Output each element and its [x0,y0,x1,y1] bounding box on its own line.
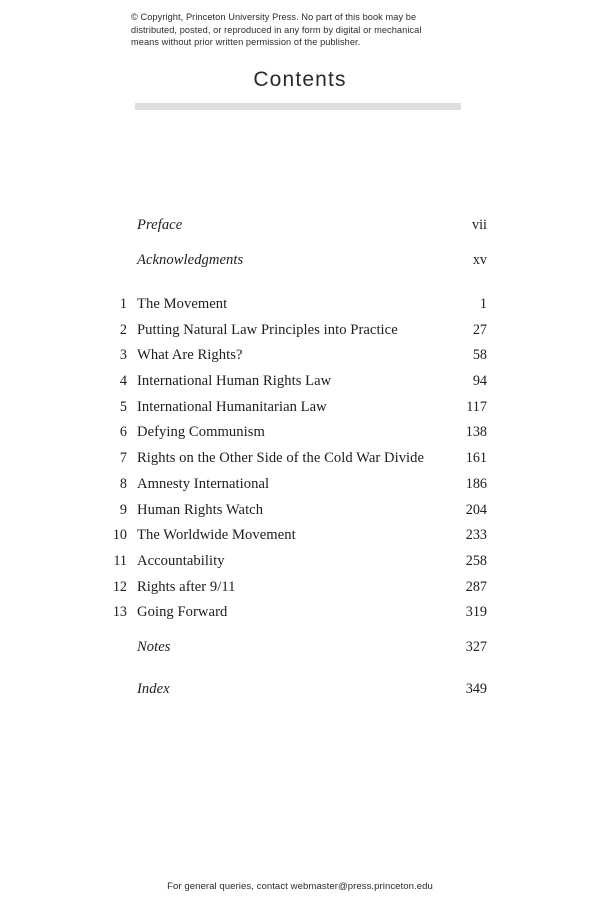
toc-entry-page: 161 [465,450,487,467]
toc-entry-title: What Are Rights? [137,347,243,364]
toc-entry-title: Index [137,680,170,697]
toc-entry-title: Accountability [137,552,225,569]
toc-entry[interactable] [0,217,600,252]
back-matter-group [0,639,600,706]
toc-entry-page: 58 [472,347,487,364]
toc-entry-title: International Human Rights Law [137,373,332,390]
front-matter-group [0,217,600,287]
toc-entry-title: Human Rights Watch [137,501,264,518]
table-of-contents [0,217,600,706]
toc-entry[interactable] [0,553,600,579]
toc-entry[interactable] [0,373,600,399]
toc-entry-page: 94 [472,373,487,390]
toc-entry-number: 1 [119,296,127,312]
page-title: Contents [253,68,347,91]
toc-entry-title: Defying Communism [137,424,265,441]
toc-entry-number: 13 [112,604,127,621]
toc-entry-title: International Humanitarian Law [137,398,327,415]
toc-entry[interactable] [0,296,600,322]
toc-entry-page: xv [472,252,487,268]
toc-entry-page: 287 [465,578,487,595]
toc-entry-title: The Movement [137,296,228,312]
toc-entry-page: 1 [479,296,487,312]
toc-entry[interactable] [0,347,600,373]
toc-entry-title: Putting Natural Law Principles into Practice [137,321,398,338]
toc-entry[interactable] [0,604,600,630]
toc-entry-page: 138 [465,424,487,441]
toc-entry-number: 3 [119,347,127,364]
toc-entry[interactable] [0,527,600,553]
toc-entry-page: 186 [465,475,487,492]
toc-entry-page: 319 [465,604,487,621]
toc-entry[interactable] [0,639,600,681]
toc-entry[interactable] [0,322,600,348]
toc-entry[interactable] [0,681,600,706]
toc-entry-page: vii [472,217,487,233]
toc-entry-number: 11 [113,552,127,569]
toc-entry[interactable] [0,579,600,605]
footer-queries-note: For general queries, contact webmaster@press.princeton.edu [167,881,433,892]
toc-entry-number: 10 [112,527,127,544]
toc-entry-title: Amnesty International [137,475,270,492]
toc-entry-title: Rights after 9/11 [137,578,236,595]
toc-entry-page: 327 [465,638,487,655]
toc-entry-title: Notes [137,638,171,655]
toc-entry[interactable] [0,424,600,450]
copyright-line-2: distributed, posted, or reproduced in any form by digital or mechanical [131,24,422,35]
copyright-line-3: means without prior written permission of the publisher. [131,37,361,48]
toc-entry-page: 349 [465,680,487,697]
toc-entry-title: Acknowledgments [137,252,244,268]
toc-entry[interactable] [0,252,600,287]
toc-entry-page: 27 [472,321,487,338]
toc-entry-title: Going Forward [137,604,228,621]
copyright-line-1: © Copyright, Princeton University Press. No part of this book may be [131,12,417,22]
toc-entry-page: 117 [466,398,487,415]
toc-entry-number: 9 [119,501,127,518]
toc-entry-number: 12 [112,578,127,595]
toc-entry[interactable] [0,399,600,425]
toc-entry-number: 8 [119,475,127,492]
copyright-notice [131,11,471,49]
toc-entry-number: 5 [119,398,127,415]
toc-entry-page: 204 [465,501,487,518]
toc-entry-number: 7 [119,450,127,467]
toc-entry-title: Preface [137,217,183,233]
toc-entry-number: 2 [119,321,127,338]
toc-entry-number: 6 [119,424,127,441]
toc-entry-number: 4 [119,373,127,390]
heading-divider [135,103,461,110]
toc-entry-page: 233 [465,527,487,544]
toc-entry[interactable] [0,450,600,476]
toc-entry-title: The Worldwide Movement [137,527,296,544]
toc-entry[interactable] [0,502,600,528]
toc-entry-page: 258 [465,552,487,569]
toc-entry[interactable] [0,476,600,502]
toc-entry-title: Rights on the Other Side of the Cold War Divide [137,450,425,467]
chapter-group [0,296,600,630]
